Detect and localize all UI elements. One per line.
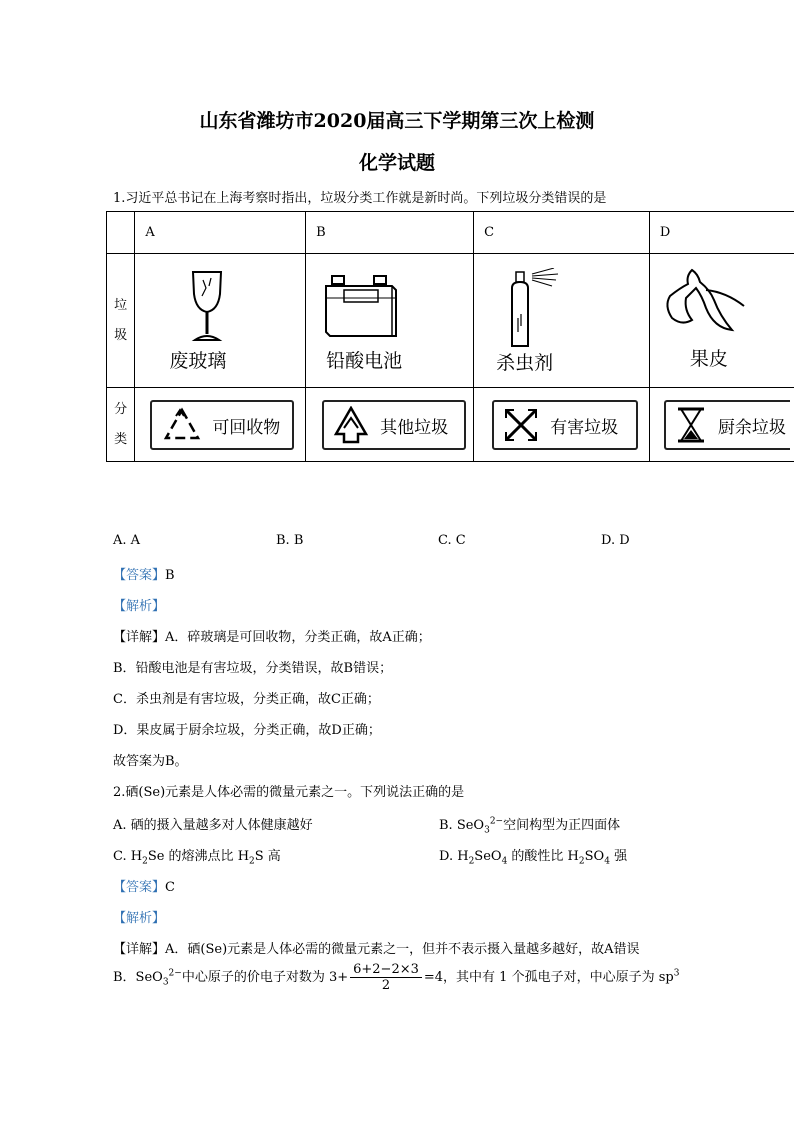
q1-conclusion: 故答案为B。 [113,754,188,769]
q1-table [106,211,794,462]
q1-option-c[interactable]: C. C [438,533,466,548]
cat-c-cell [474,388,650,462]
cat-c-label: 有害垃圾 [550,417,619,438]
q2-option-a[interactable]: A. 硒的摄入量越多对人体健康越好 [113,818,313,833]
item-a-cell [135,254,306,388]
q1-option-a[interactable]: A. A [113,533,141,548]
item-b-cell [306,254,474,388]
wine-glass-icon [187,270,227,342]
row-label-garbage: 垃 圾 [107,254,135,388]
cat-b-label: 其他垃圾 [380,417,449,438]
q1-detail-c: C．杀虫剂是有害垃圾，分类正确，故C正确； [113,692,380,707]
page-title: 山东省潍坊市2020届高三下学期第三次上检测 [199,110,595,132]
q1-detail-a: 【详解】A．碎玻璃是可回收物，分类正确，故A正确； [113,630,431,645]
q2-stem: 2.硒(Se)元素是人体必需的微量元素之一。下列说法正确的是 [113,785,465,800]
cat-a-box [150,400,294,450]
q2-option-c[interactable]: C. $H_2Se$ 的熔沸点比 $H_2S$ 高 [113,849,281,867]
item-c-label: 杀虫剂 [496,352,554,374]
q2-answer: 【答案】C [113,880,175,895]
col-b-header: B [306,212,474,254]
other-waste-icon [332,406,370,444]
q1-stem: 1.习近平总书记在上海考察时指出，垃圾分类工作就是新时尚。下列垃圾分类错误的是 [113,191,607,206]
q2-detail-a: 【详解】A．硒(Se)元素是人体必需的微量元素之一，但并不表示摄入量越多越好，故A错误 [113,942,640,957]
col-a-header: A [135,212,306,254]
col-c-header: C [474,212,650,254]
battery-icon [324,274,398,340]
q1-analysis-tag: 【解析】 [113,599,166,614]
q1-option-d[interactable]: D. D [601,533,630,548]
table-corner [107,212,135,254]
kitchen-waste-icon [674,406,708,444]
q1-detail-b: B．铅酸电池是有害垃圾，分类错误，故B错误； [113,661,393,676]
q1-answer: 【答案】B [113,568,175,583]
banana-peel-icon [662,266,752,338]
cat-b-cell [306,388,474,462]
row-label-category: 分 类 [107,388,135,462]
hazardous-icon [502,406,540,444]
item-c-cell [474,254,650,388]
cat-a-cell [135,388,306,462]
item-b-label: 铅酸电池 [326,350,403,372]
cat-d-cell [649,388,794,462]
item-d-label: 果皮 [689,348,728,370]
recycle-icon [162,406,202,444]
spray-can-icon [508,268,564,348]
cat-d-label: 厨余垃圾 [717,417,786,438]
cat-b-box [322,400,466,450]
cat-c-box [492,400,638,450]
q1-option-b[interactable]: B. B [276,533,304,548]
page-subtitle: 化学试题 [358,152,435,174]
q2-option-d[interactable]: D. $H_2SeO_4$ 的酸性比 $H_2SO_4$ 强 [439,849,628,867]
valence-fraction: $\frac{6+2-2\times 3}{2}$ [350,962,422,993]
q2-analysis-tag: 【解析】 [113,911,166,926]
q2-detail-b: B．SeO$_3^{2-}$中心原子的价电子对数为 3+ $\frac{6+2-2\times 3}{2}$ =4，其中有 1 个孤电子对，中心原子为 $sp^3$ [113,962,680,993]
cat-a-label: 可回收物 [212,417,281,438]
item-d-cell [649,254,794,388]
cat-d-box [664,400,790,450]
item-a-label: 废玻璃 [169,350,227,372]
q1-detail-d: D．果皮属于厨余垃圾，分类正确，故D正确； [113,723,381,738]
q2-option-b[interactable]: B. SeO$_3^{2-}$空间构型为正四面体 [439,816,621,836]
col-d-header: D [649,212,794,254]
